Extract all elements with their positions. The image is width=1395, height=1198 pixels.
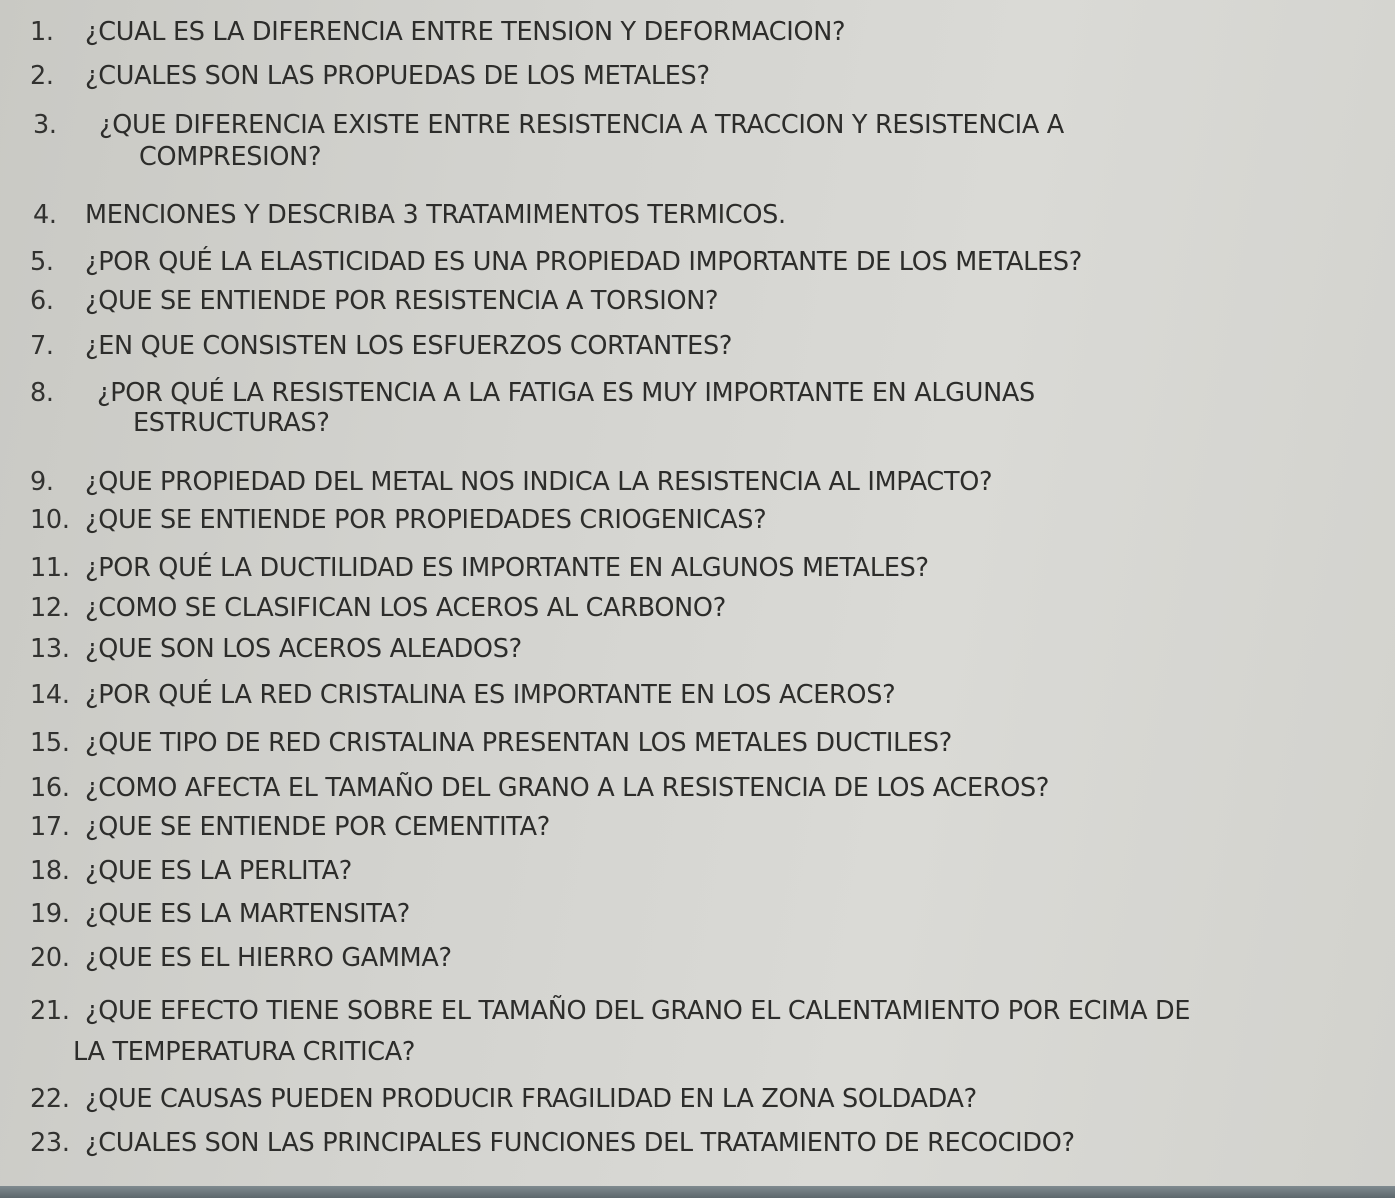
question-text: ¿QUE SON LOS ACEROS ALEADOS? xyxy=(85,634,522,664)
question-text: ¿CUAL ES LA DIFERENCIA ENTRE TENSION Y DEFORMACION? xyxy=(85,17,846,47)
question-number: 11. xyxy=(30,553,70,583)
question-continuation: COMPRESION? xyxy=(139,142,322,172)
question-number: 16. xyxy=(30,773,70,803)
question-text: ¿POR QUÉ LA ELASTICIDAD ES UNA PROPIEDAD IMPORTANTE DE LOS METALES? xyxy=(85,247,1083,277)
question-number: 21. xyxy=(30,996,70,1026)
question-text: ¿QUE TIPO DE RED CRISTALINA PRESENTAN LOS METALES DUCTILES? xyxy=(85,728,952,758)
question-number: 14. xyxy=(30,680,70,710)
question-number: 1. xyxy=(30,17,54,47)
question-number: 23. xyxy=(30,1128,70,1158)
question-text: ¿POR QUÉ LA RESISTENCIA A LA FATIGA ES MUY IMPORTANTE EN ALGUNAS xyxy=(97,378,1035,408)
question-number: 15. xyxy=(30,728,70,758)
question-number: 12. xyxy=(30,593,70,623)
page-bottom-edge xyxy=(0,1186,1395,1198)
question-text: ¿QUE CAUSAS PUEDEN PRODUCIR FRAGILIDAD EN LA ZONA SOLDADA? xyxy=(85,1084,977,1114)
question-number: 19. xyxy=(30,899,70,929)
question-text: ¿QUE ES LA PERLITA? xyxy=(85,856,353,886)
question-number: 4. xyxy=(33,200,57,230)
question-number: 17. xyxy=(30,812,70,842)
question-number: 7. xyxy=(30,331,54,361)
question-text: ¿CUALES SON LAS PROPUEDAS DE LOS METALES? xyxy=(85,61,710,91)
question-text: ¿QUE ES LA MARTENSITA? xyxy=(85,899,410,929)
question-text: ¿CUALES SON LAS PRINCIPALES FUNCIONES DEL TRATAMIENTO DE RECOCIDO? xyxy=(85,1128,1075,1158)
question-continuation: ESTRUCTURAS? xyxy=(133,408,330,438)
question-text: ¿QUE SE ENTIENDE POR PROPIEDADES CRIOGENICAS? xyxy=(85,505,767,535)
question-text: ¿QUE EFECTO TIENE SOBRE EL TAMAÑO DEL GRANO EL CALENTAMIENTO POR ECIMA DE xyxy=(85,996,1191,1026)
question-text: ¿QUE SE ENTIENDE POR RESISTENCIA A TORSION? xyxy=(85,286,719,316)
question-number: 9. xyxy=(30,467,54,497)
question-text: ¿EN QUE CONSISTEN LOS ESFUERZOS CORTANTES? xyxy=(85,331,733,361)
question-text: ¿QUE ES EL HIERRO GAMMA? xyxy=(85,943,452,973)
question-number: 3. xyxy=(33,110,57,140)
question-number: 22. xyxy=(30,1084,70,1114)
question-number: 18. xyxy=(30,856,70,886)
question-text: ¿COMO AFECTA EL TAMAÑO DEL GRANO A LA RESISTENCIA DE LOS ACEROS? xyxy=(85,773,1050,803)
question-text: ¿COMO SE CLASIFICAN LOS ACEROS AL CARBONO? xyxy=(85,593,726,623)
question-text: ¿POR QUÉ LA RED CRISTALINA ES IMPORTANTE EN LOS ACEROS? xyxy=(85,680,896,710)
question-number: 8. xyxy=(30,378,54,408)
question-text: ¿QUE DIFERENCIA EXISTE ENTRE RESISTENCIA A TRACCION Y RESISTENCIA A xyxy=(99,110,1064,140)
question-text: MENCIONES Y DESCRIBA 3 TRATAMIMENTOS TERMICOS. xyxy=(85,200,786,230)
question-number: 10. xyxy=(30,505,70,535)
question-text: ¿QUE SE ENTIENDE POR CEMENTITA? xyxy=(85,812,550,842)
question-continuation: LA TEMPERATURA CRITICA? xyxy=(73,1037,416,1067)
question-number: 2. xyxy=(30,61,54,91)
question-number: 5. xyxy=(30,247,54,277)
question-number: 13. xyxy=(30,634,70,664)
question-number: 6. xyxy=(30,286,54,316)
question-text: ¿POR QUÉ LA DUCTILIDAD ES IMPORTANTE EN ALGUNOS METALES? xyxy=(85,553,929,583)
question-number: 20. xyxy=(30,943,70,973)
question-text: ¿QUE PROPIEDAD DEL METAL NOS INDICA LA RESISTENCIA AL IMPACTO? xyxy=(85,467,993,497)
